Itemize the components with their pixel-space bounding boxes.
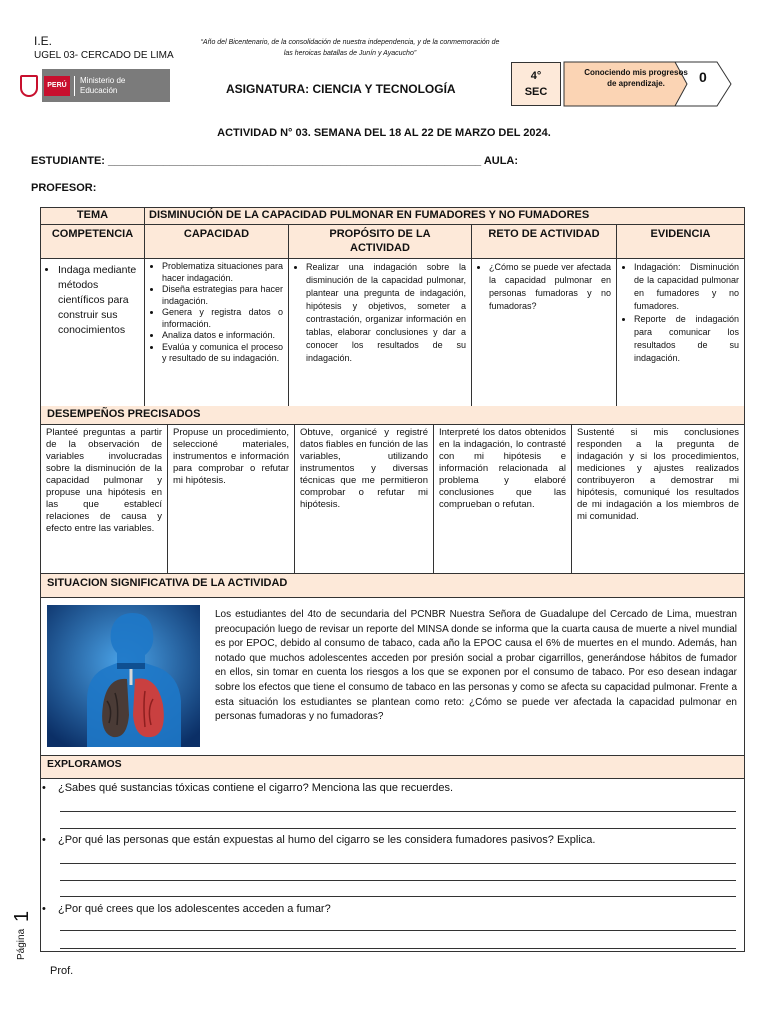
header-proposito: PROPÓSITO DE LA ACTIVIDAD [289, 225, 472, 259]
school-label: I.E. [34, 34, 53, 48]
answer-line[interactable] [60, 828, 736, 829]
question: • ¿Por qué crees que los adolescentes acceden a fumar? [44, 903, 331, 915]
lungs-illustration [47, 605, 200, 747]
student-field: ESTUDIANTE: _____________________________________________________________ AULA: [31, 155, 519, 167]
answer-line[interactable] [60, 880, 736, 881]
desempenos-table [40, 406, 745, 574]
reto-cell [472, 259, 617, 407]
desempenos-title: DESEMPEÑOS PRECISADOS [41, 406, 745, 425]
desempeno-cell: Interpreté los datos obtenidos en la indagación, lo contrasté con mi hipótesis e información relacionada al problema y elaboré conclusiones que las comprueban o refutan. [434, 425, 572, 574]
planning-table [40, 207, 745, 406]
ugel-label: UGEL 03- CERCADO DE LIMA [34, 50, 174, 61]
page-number-label [8, 900, 34, 966]
list-item: • Evalúa y comunica el proceso y resultado de su indagación. [162, 342, 283, 365]
prof-label: Prof. [50, 965, 74, 977]
proposito-cell [289, 259, 472, 407]
answer-line[interactable] [60, 896, 736, 897]
evidencia-cell [617, 259, 745, 407]
list-item: • Problematiza situaciones para hacer indagación. [162, 261, 283, 284]
evidencia-list [622, 261, 739, 365]
reto-text: • ¿Cómo se puede ver afectada la capacidad pulmonar en personas fumadoras y no fumadoras? [489, 261, 611, 313]
competencia-cell [41, 259, 145, 407]
header-capacidad: CAPACIDAD [145, 225, 289, 259]
teacher-label: PROFESOR: [31, 182, 97, 194]
logo-ministry: Ministerio de Educación [74, 76, 125, 96]
desempeno-cell: Obtuve, organicé y registré datos fiables en función de las variables, utilizando instrumentos y diversas técnicas que me permitieron comprobar o refutar mi hipótesis. [295, 425, 434, 574]
situacion-text: Los estudiantes del 4to de secundaria del PCNBR Nuestra Señora de Guadalupe del Cercado de Lima, muestran preocupación luego de revisar un reporte del MINSA donde se informa que la cuarta causa de muerte a nivel mundial es por EPOC, debido al consumo de tabaco, cada año la EPOC causa el 6% de muertes en el mundo. Además, han notado que muchos adolescentes acceden por presión social a probar cigarrillos, generándose hábitos de fumador en ellos, sin tomar en cuenta los riesgos a los que se exponen por el consumo de tabaco. Por eso desean indagar sobre los efectos que tiene el consumo de tabaco en las personas y como se afecta su capacidad pulmonar. Frente a esta situación los estudiantes se plantean como reto: ¿Cómo se puede ver afectada la capacidad pulmonar en personas fumadoras y no fumadoras? [215, 609, 737, 723]
situacion-title: SITUACION SIGNIFICATIVA DE LA ACTIVIDAD [41, 574, 744, 598]
list-item: • Reporte de indagación para comunicar los resultados de su indagación. [634, 313, 739, 365]
proposito-text: • Realizar una indagación sobre la disminución de la capacidad pulmonar, plantear una pregunta de indagación, hipótesis y objetivos, someter a contrastación, organizar información en tablas, elaborar conclusiones y dar a conocer los resultados de su indagación. [306, 261, 466, 365]
capacidad-cell [145, 259, 289, 407]
page-number: 1 [11, 910, 33, 922]
answer-line[interactable] [60, 811, 736, 812]
header-evidencia: EVIDENCIA [617, 225, 745, 259]
activity-title: ACTIVIDAD N° 03. SEMANA DEL 18 AL 22 DE MARZO DEL 2024. [217, 127, 551, 139]
desempeno-cell: Planteé preguntas a partir de la observación de variables involucradas sobre la disminución de la capacidad pulmonar y propuse una hipótesis en las que establecí relaciones de causa y efecto entre las variables. [41, 425, 168, 574]
list-item: • Diseña estrategias para hacer indagación. [162, 284, 283, 307]
subject-title: ASIGNATURA: CIENCIA Y TECNOLOGÍA [226, 82, 456, 96]
exploramos-title: EXPLORAMOS [41, 756, 744, 779]
year-motto: “Año del Bicentenario, de la consolidación de nuestra independencia, y de la conmemoración de las heroicas batallas de Junín y Ayacucho” [200, 39, 500, 57]
answer-line[interactable] [60, 948, 736, 949]
answer-line[interactable] [60, 863, 736, 864]
ministry-logo [16, 69, 170, 102]
question: • ¿Sabes qué sustancias tóxicas contiene el cigarro? Menciona las que recuerdes. [44, 782, 453, 794]
coat-of-arms-icon [16, 69, 42, 102]
tema-label: TEMA [41, 208, 145, 225]
progress-label: Conociendo mis progresos de aprendizaje. [584, 68, 688, 88]
header-competencia: COMPETENCIA [41, 225, 145, 259]
situacion-box [40, 574, 745, 756]
competencia-text: • Indaga mediante métodos científicos para construir sus conocimientos [58, 263, 139, 338]
desempeno-cell: Propuse un procedimiento, seleccioné materiales, instrumentos e información para comprobar o refutar mi hipótesis. [168, 425, 295, 574]
desempeno-cell: Sustenté si mis conclusiones responden a la pregunta de indagación y si los procedimientos, mediciones y ajustes realizados contribuyeron a demostrar mi hipótesis, comuniqué los resultados de mi indagación a los miembros de mi comunidad. [572, 425, 745, 574]
tema-value: DISMINUCIÓN DE LA CAPACIDAD PULMONAR EN FUMADORES Y NO FUMADORES [145, 208, 745, 225]
progress-value: 0 [699, 69, 707, 85]
list-item: • Analiza datos e información. [162, 330, 283, 342]
header-reto: RETO DE ACTIVIDAD [472, 225, 617, 259]
list-item: • Genera y registra datos o información. [162, 307, 283, 330]
answer-line[interactable] [60, 930, 736, 931]
grade-box: 4° SEC [511, 62, 561, 106]
logo-peru: PERÚ [44, 76, 70, 96]
question: • ¿Por qué las personas que están expuestas al humo del cigarro se les considera fumadores pasivos? Explica. [44, 834, 595, 846]
capacidad-list [150, 261, 283, 365]
page-label: Página [16, 928, 27, 960]
list-item: • Indagación: Disminución de la capacidad pulmonar en fumadores y no fumadores. [634, 261, 739, 313]
